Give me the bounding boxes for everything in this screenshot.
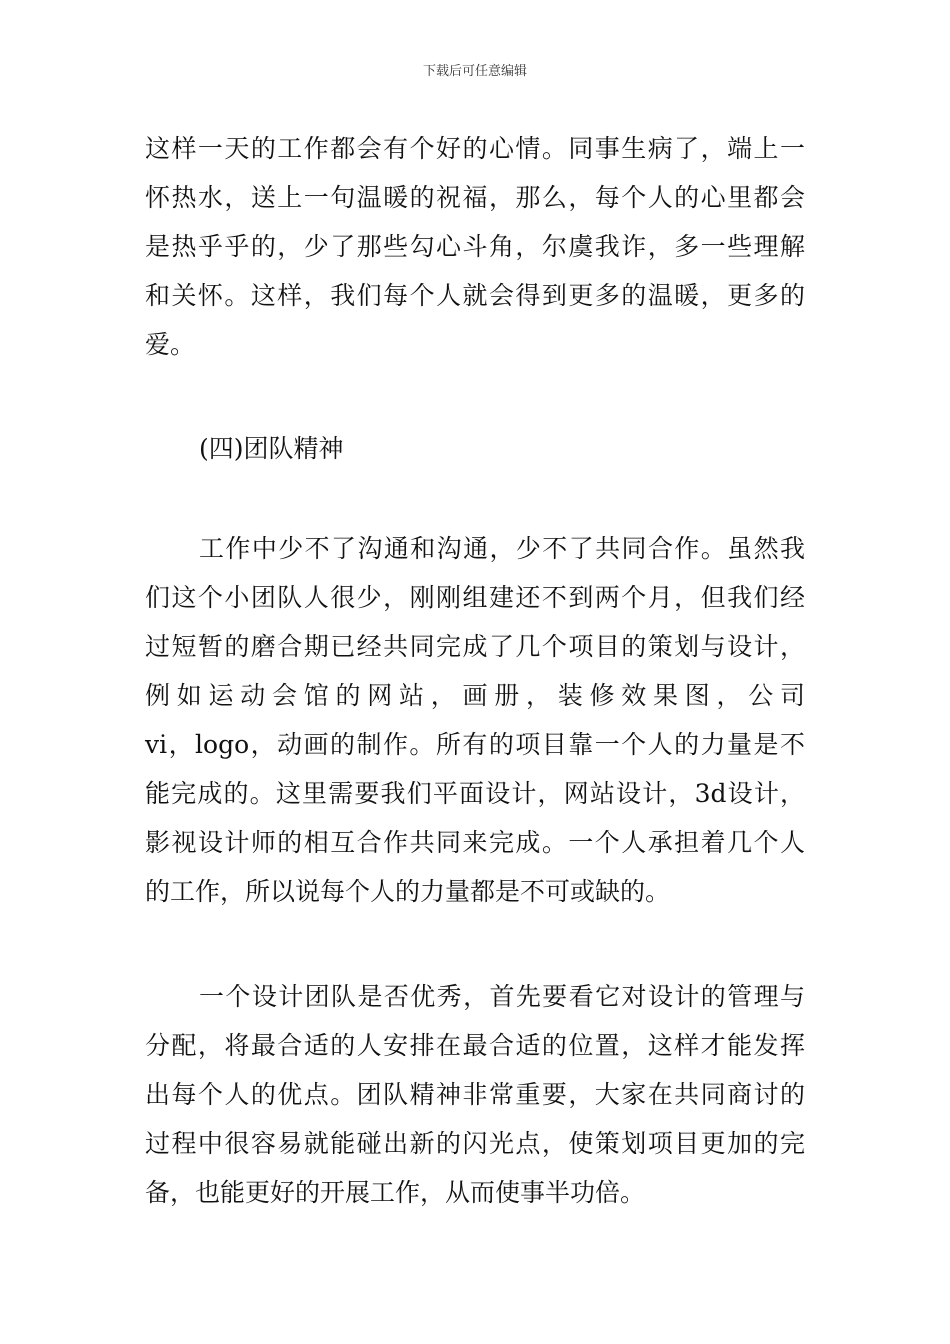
text-line: 的工作，所以说每个人的力量都是不可或缺的。 xyxy=(145,877,671,906)
text-line: 例如运动会馆的网站，画册，装修效果图，公司 xyxy=(145,681,805,710)
text-line: 影视设计师的相互合作共同来完成。一个人承担着几个人 xyxy=(145,828,805,857)
section-heading xyxy=(145,424,805,473)
text-line: 这样一天的工作都会有个好的心情。同事生病了，端上一 xyxy=(145,134,805,163)
page-header: 下载后可任意编辑 xyxy=(422,64,527,79)
text-line: 备，也能更好的开展工作，从而使事半功倍。 xyxy=(145,1178,646,1207)
paragraph-design-team xyxy=(145,972,805,1217)
text-line: 爱。 xyxy=(145,330,196,359)
text-line: 工作中少不了沟通和沟通，少不了共同合作。虽然我 xyxy=(199,534,805,563)
paragraph-continuation xyxy=(145,124,805,369)
text-line: 过程中很容易就能碰出新的闪光点，使策划项目更加的完 xyxy=(145,1129,805,1158)
text-line: 怀热水，送上一句温暖的祝福，那么，每个人的心里都会 xyxy=(145,183,805,212)
text-line: 出每个人的优点。团队精神非常重要，大家在共同商讨的 xyxy=(145,1080,805,1109)
text-line: 一个设计团队是否优秀，首先要看它对设计的管理与 xyxy=(199,982,805,1011)
section-heading-text: (四)团队精神 xyxy=(199,434,344,463)
text-line: 分配，将最合适的人安排在最合适的位置，这样才能发挥 xyxy=(145,1031,805,1060)
text-line: 是热乎乎的，少了那些勾心斗角，尔虞我诈，多一些理解 xyxy=(145,232,805,261)
text-line: vi，logo，动画的制作。所有的项目靠一个人的力量是不 xyxy=(145,730,805,759)
text-line: 能完成的。这里需要我们平面设计，网站设计，3d设计， xyxy=(145,779,805,808)
text-line: 和关怀。这样，我们每个人就会得到更多的温暖，更多的 xyxy=(145,281,805,310)
text-line: 们这个小团队人很少，刚刚组建还不到两个月，但我们经 xyxy=(145,583,805,612)
paragraph-teamwork xyxy=(145,524,805,916)
text-line: 过短暂的磨合期已经共同完成了几个项目的策划与设计， xyxy=(145,632,805,661)
